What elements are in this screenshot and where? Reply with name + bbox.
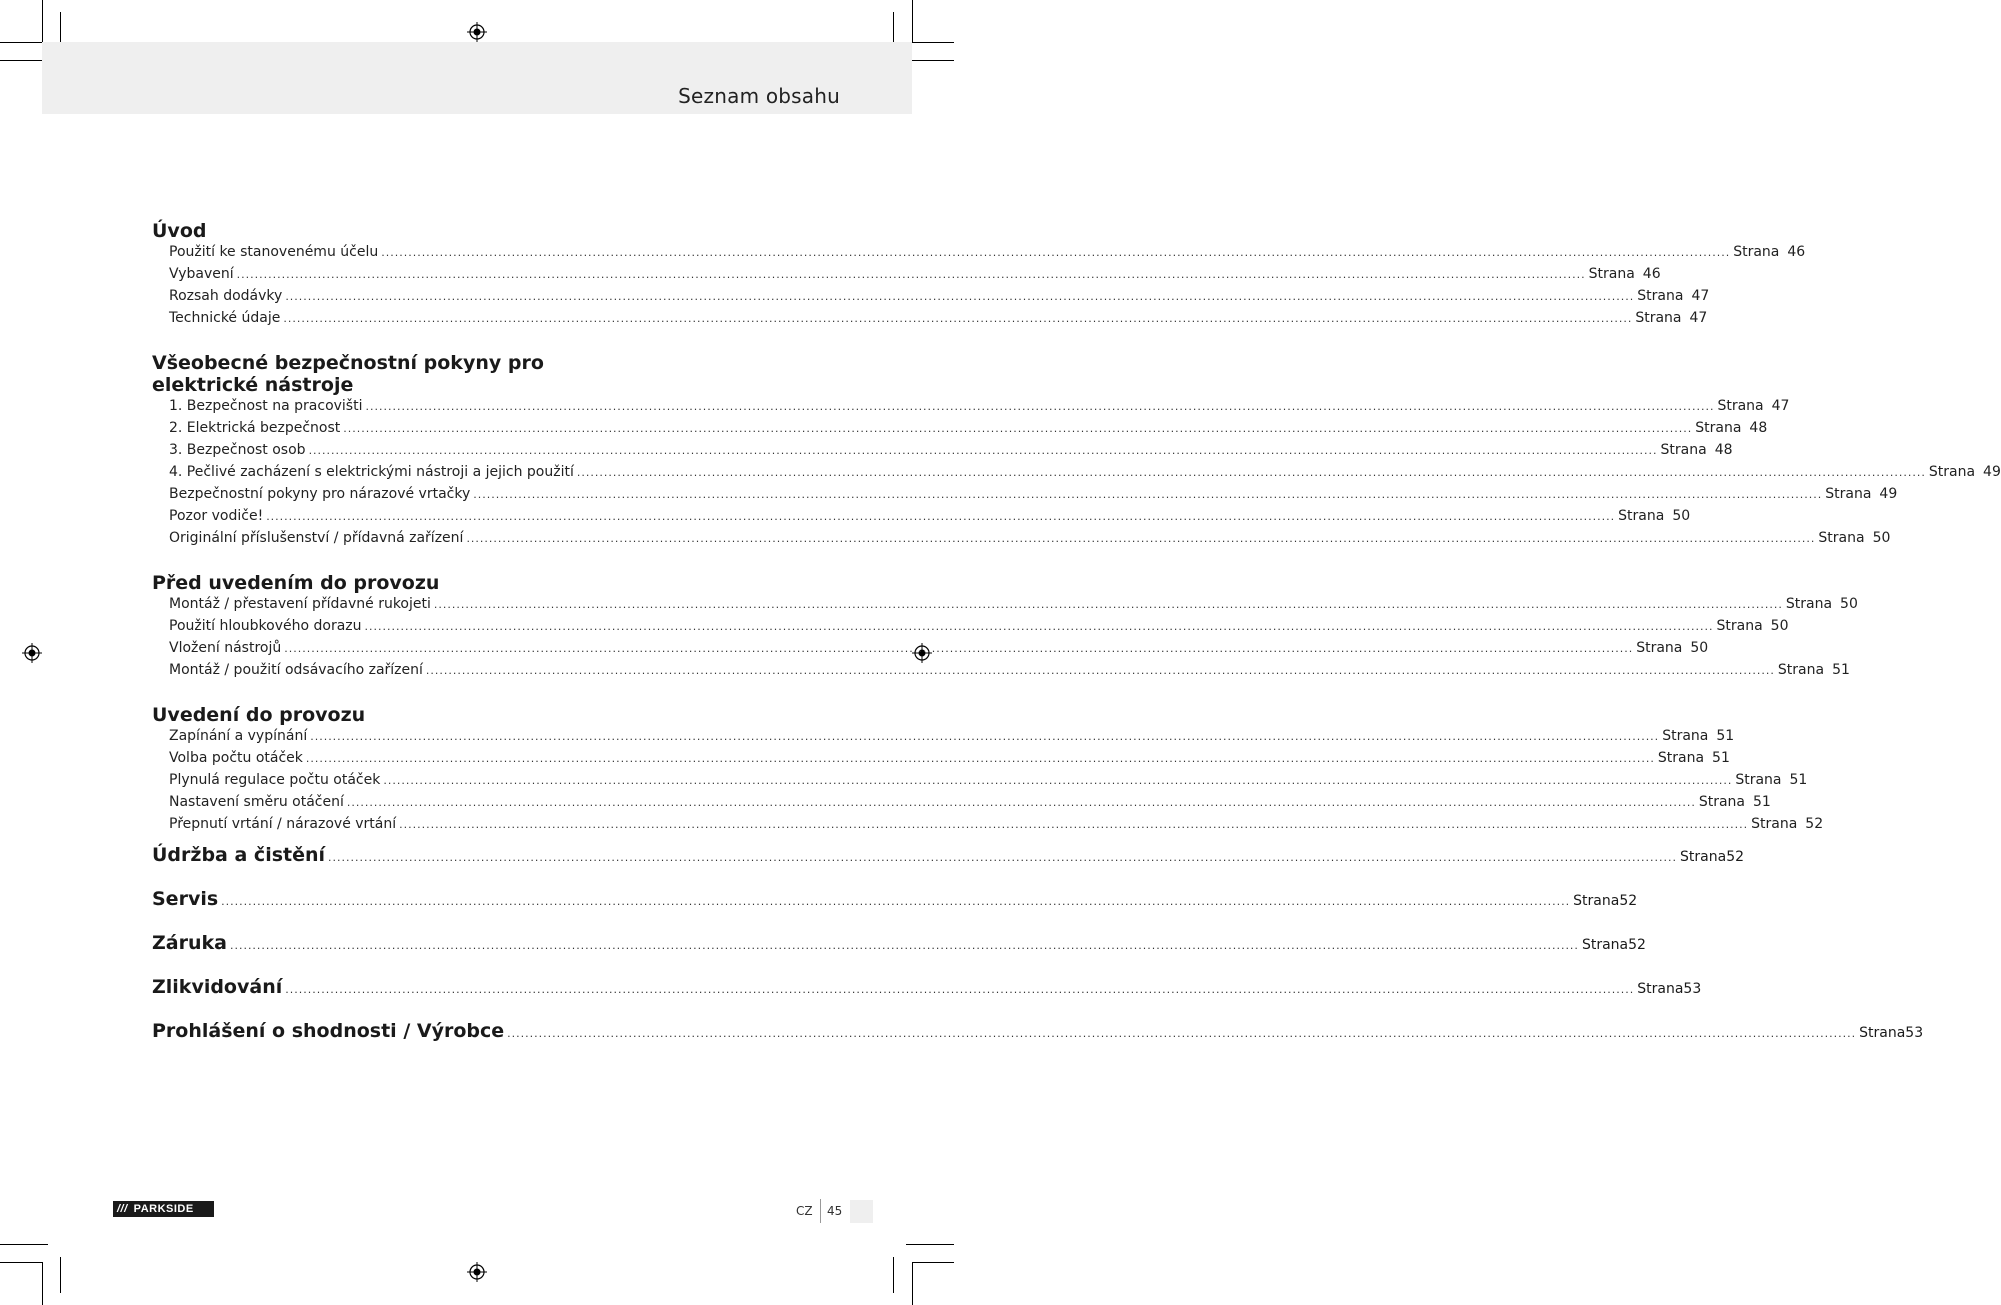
logo-brand: PARKSIDE: [133, 1203, 194, 1215]
entry-list: [169, 244, 1806, 332]
entry-strana: Strana: [1637, 288, 1684, 304]
entry-page: 52: [1726, 849, 1745, 865]
toc-entry[interactable]: [169, 596, 1858, 618]
entry-strana: Strana: [1751, 816, 1798, 832]
entry-list: [169, 596, 1858, 684]
entry-page: 47: [1771, 398, 1790, 414]
dot-leader: ............................................................................................................................................................................................................................................................................................................: [346, 796, 1696, 809]
crop-mark: [912, 1262, 913, 1305]
entry-label: Originální příslušenství / přídavná zařízení: [169, 530, 464, 546]
dot-leader: ............................................................................................................................................................................................................................................................................................................: [236, 268, 1586, 281]
crop-mark: [906, 1244, 954, 1245]
entry-strana: Strana: [1573, 893, 1620, 909]
dot-leader: ............................................................................................................................................................................................................................................................................................................: [310, 730, 1660, 743]
toc-entry-zlikvidovani[interactable]: [152, 976, 1702, 1020]
crop-mark: [893, 1257, 894, 1293]
dot-leader: ............................................................................................................................................................................................................................................................................................................: [283, 312, 1633, 325]
entry-strana: Strana: [1825, 486, 1872, 502]
entry-label: Rozsah dodávky: [169, 288, 283, 304]
dot-leader: ............................................................................................................................................................................................................................................................................................................: [576, 466, 1926, 479]
entry-label: Volba počtu otáček: [169, 750, 303, 766]
crop-mark: [912, 42, 954, 43]
toc-entry[interactable]: [169, 530, 1891, 552]
entry-strana: Strana: [1662, 728, 1709, 744]
toc-entry[interactable]: [169, 662, 1850, 684]
entry-page: 47: [1689, 310, 1708, 326]
toc-entry[interactable]: [169, 486, 1898, 508]
dot-leader: ............................................................................................................................................................................................................................................................................................................: [229, 939, 1579, 952]
entry-strana: Strana: [1785, 596, 1833, 612]
entry-label: Údržba a čistění: [152, 844, 326, 866]
toc-entry[interactable]: [169, 640, 1709, 662]
dot-leader: ............................................................................................................................................................................................................................................................................................................: [383, 774, 1733, 787]
toc-entry-zaruka[interactable]: [152, 932, 1646, 976]
toc-entry[interactable]: [169, 288, 1710, 310]
toc-entry[interactable]: [169, 464, 2001, 486]
dot-leader: ............................................................................................................................................................................................................................................................................................................: [473, 488, 1823, 501]
toc-entry[interactable]: [169, 442, 1733, 464]
section-title: Úvod: [152, 220, 207, 242]
entry-page: 47: [1691, 288, 1710, 304]
entry-label: 4. Pečlivé zacházení s elektrickými nástroji a jejich použití: [169, 464, 574, 480]
toc-entry[interactable]: [169, 310, 1708, 332]
crop-mark: [42, 1262, 43, 1305]
toc-entry[interactable]: [169, 244, 1806, 266]
entry-page: 53: [1683, 981, 1702, 997]
dot-leader: ............................................................................................................................................................................................................................................................................................................: [365, 400, 1715, 413]
entry-label: Použití hloubkového dorazu: [169, 618, 362, 634]
entry-page: 48: [1749, 420, 1768, 436]
entry-strana: Strana: [1735, 772, 1782, 788]
entry-strana: Strana: [1637, 981, 1684, 997]
toc-entry[interactable]: [169, 618, 1789, 640]
entry-page: 50: [1672, 508, 1691, 524]
section-title-line: elektrické nástroje: [152, 374, 354, 396]
entry-strana: Strana: [1733, 244, 1780, 260]
entry-page: 51: [1789, 772, 1808, 788]
toc-entry[interactable]: [169, 266, 1661, 288]
entry-strana: Strana: [1635, 310, 1682, 326]
entry-strana: Strana: [1716, 618, 1763, 634]
entry-page: 51: [1712, 750, 1730, 766]
crop-mark: [912, 1262, 954, 1263]
entry-page: 53: [1905, 1025, 1924, 1041]
entry-strana: Strana: [1777, 662, 1825, 678]
entry-strana: Strana: [1717, 398, 1764, 414]
entry-page: 48: [1714, 442, 1733, 458]
toc-entry[interactable]: [169, 508, 1691, 530]
entry-label: Záruka: [152, 932, 227, 954]
entry-list: [169, 398, 2001, 552]
toc-entry-prohlaseni[interactable]: [152, 1020, 1924, 1064]
crop-mark: [912, 0, 913, 42]
dot-leader: ............................................................................................................................................................................................................................................................................................................: [364, 620, 1714, 633]
dot-leader: ............................................................................................................................................................................................................................................................................................................: [305, 752, 1655, 765]
entry-label: Přepnutí vrtání / nárazové vrtání: [169, 816, 397, 832]
entry-label: Servis: [152, 888, 219, 910]
entry-strana: Strana: [1695, 420, 1742, 436]
entry-page: 49: [1983, 464, 2001, 480]
crop-mark: [0, 60, 48, 61]
toc-section-bezpecnost: [152, 352, 2001, 552]
entry-page: 51: [1832, 662, 1850, 678]
entry-label: Bezpečnostní pokyny pro nárazové vrtačky: [169, 486, 471, 502]
dot-leader: ............................................................................................................................................................................................................................................................................................................: [466, 532, 1816, 545]
entry-strana: Strana: [1928, 464, 1976, 480]
toc-entry[interactable]: [169, 728, 1735, 750]
dot-leader: ............................................................................................................................................................................................................................................................................................................: [285, 290, 1635, 303]
page-title: Seznam obsahu: [678, 84, 840, 108]
entry-strana: Strana: [1818, 530, 1865, 546]
entry-page: 52: [1805, 816, 1824, 832]
toc-section-uvod: [152, 220, 1806, 332]
toc-entry[interactable]: [169, 816, 1824, 838]
entry-page: 50: [1770, 618, 1789, 634]
entry-page: 49: [1879, 486, 1898, 502]
dot-leader: ............................................................................................................................................................................................................................................................................................................: [328, 851, 1678, 864]
dot-leader: ............................................................................................................................................................................................................................................................................................................: [308, 444, 1658, 457]
toc-entry[interactable]: [169, 420, 1768, 442]
page-number: 45: [827, 1204, 843, 1218]
dot-leader: ............................................................................................................................................................................................................................................................................................................: [399, 818, 1749, 831]
entry-strana: Strana: [1581, 937, 1629, 953]
language-code: CZ: [796, 1204, 813, 1218]
footer-box: [850, 1200, 873, 1223]
entry-label: Montáž / přestavení přídavné rukojeti: [169, 596, 431, 612]
entry-label: Prohlášení o shodnosti / Výrobce: [152, 1020, 505, 1042]
entry-label: Montáž / použití odsávacího zařízení: [169, 662, 423, 678]
crop-mark: [906, 60, 954, 61]
entry-page: 50: [1840, 596, 1858, 612]
crop-mark: [0, 1262, 42, 1263]
dot-leader: ............................................................................................................................................................................................................................................................................................................: [381, 246, 1731, 259]
entry-page: 46: [1642, 266, 1661, 282]
entry-page: 52: [1619, 893, 1638, 909]
toc-top-entries: [152, 844, 1924, 1064]
entry-strana: Strana: [1657, 750, 1705, 766]
section-title: [152, 352, 798, 396]
crop-mark: [42, 0, 43, 42]
entry-strana: Strana: [1698, 794, 1746, 810]
registration-mark-icon: [22, 643, 42, 663]
entry-label: Plynulá regulace počtu otáček: [169, 772, 381, 788]
entry-label: 3. Bezpečnost osob: [169, 442, 306, 458]
crop-mark: [0, 42, 42, 43]
entry-list: [169, 728, 1824, 838]
entry-label: Použití ke stanovenému účelu: [169, 244, 379, 260]
toc-section-uvedeni: [152, 704, 1824, 838]
registration-mark-icon: [467, 1262, 487, 1282]
entry-label: Pozor vodiče!: [169, 508, 264, 524]
toc-entry[interactable]: [169, 750, 1730, 772]
parkside-logo: [113, 1201, 214, 1217]
entry-page: 51: [1716, 728, 1735, 744]
entry-strana: Strana: [1680, 849, 1727, 865]
entry-label: Technické údaje: [169, 310, 281, 326]
registration-mark-icon: [467, 22, 487, 42]
dot-leader: ............................................................................................................................................................................................................................................................................................................: [266, 510, 1616, 523]
section-title: Uvedení do provozu: [152, 704, 366, 726]
toc-section-pred-uvedenim: [152, 572, 1858, 684]
entry-page: 51: [1753, 794, 1771, 810]
section-title: Před uvedením do provozu: [152, 572, 440, 594]
section-title-line: Všeobecné bezpečnostní pokyny pro: [152, 352, 544, 374]
entry-strana: Strana: [1660, 442, 1707, 458]
entry-strana: Strana: [1588, 266, 1635, 282]
entry-page: 50: [1872, 530, 1891, 546]
entry-label: 1. Bezpečnost na pracovišti: [169, 398, 363, 414]
crop-mark: [60, 1257, 61, 1293]
dot-leader: ............................................................................................................................................................................................................................................................................................................: [284, 642, 1634, 655]
dot-leader: ............................................................................................................................................................................................................................................................................................................: [433, 598, 1783, 611]
toc-entry-servis[interactable]: [152, 888, 1638, 932]
entry-label: Vybavení: [169, 266, 234, 282]
logo-slashes-icon: ///: [117, 1203, 128, 1215]
entry-page: 46: [1787, 244, 1806, 260]
entry-label: Zapínání a vypínání: [169, 728, 308, 744]
toc-entry-udrzba[interactable]: [152, 844, 1745, 888]
dot-leader: ............................................................................................................................................................................................................................................................................................................: [221, 895, 1571, 908]
crop-mark: [0, 1244, 48, 1245]
entry-strana: Strana: [1618, 508, 1665, 524]
dot-leader: ............................................................................................................................................................................................................................................................................................................: [285, 983, 1635, 996]
table-of-contents: [152, 220, 2001, 1064]
entry-label: 2. Elektrická bezpečnost: [169, 420, 341, 436]
toc-entry[interactable]: [169, 772, 1808, 794]
entry-page: 50: [1690, 640, 1709, 656]
toc-entry[interactable]: [169, 398, 1790, 420]
entry-strana: Strana: [1636, 640, 1683, 656]
entry-label: Vložení nástrojů: [169, 640, 282, 656]
entry-label: Nastavení směru otáčení: [169, 794, 344, 810]
dot-leader: ............................................................................................................................................................................................................................................................................................................: [507, 1027, 1857, 1040]
dot-leader: ............................................................................................................................................................................................................................................................................................................: [343, 422, 1693, 435]
footer-divider: [820, 1199, 821, 1223]
toc-entry[interactable]: [169, 794, 1771, 816]
dot-leader: ............................................................................................................................................................................................................................................................................................................: [425, 664, 1775, 677]
entry-label: Zlikvidování: [152, 976, 283, 998]
entry-page: 52: [1628, 937, 1646, 953]
entry-strana: Strana: [1859, 1025, 1906, 1041]
